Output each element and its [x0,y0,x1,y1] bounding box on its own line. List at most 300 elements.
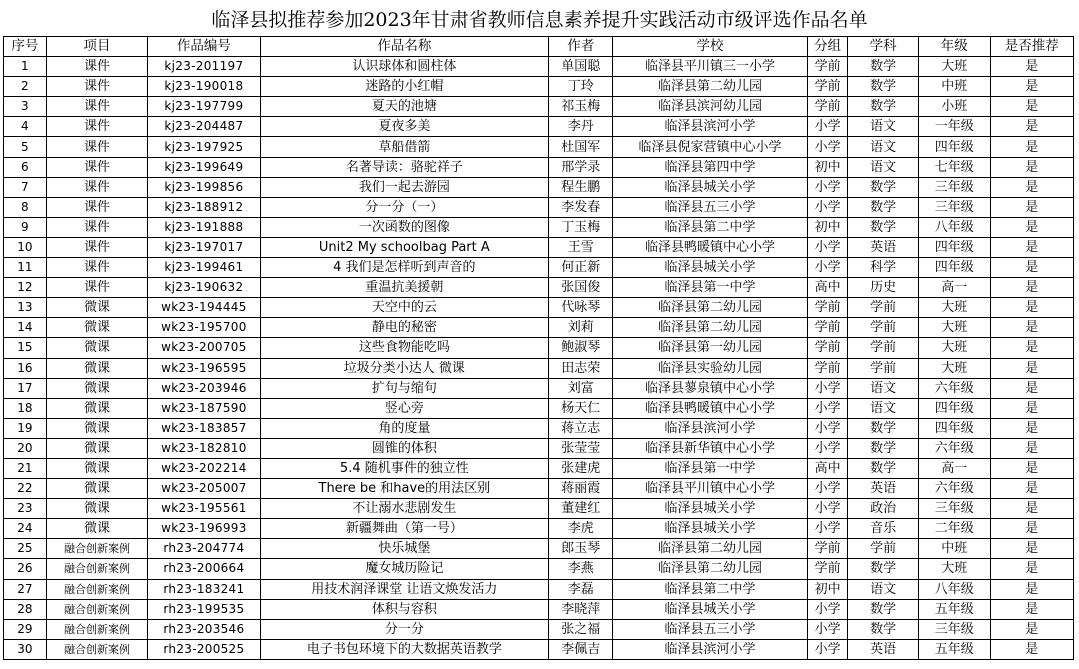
cell-subject: 学前 [848,539,919,559]
cell-grade: 四年级 [918,237,990,257]
cell-author: 杨天仁 [549,398,613,418]
cell-grade: 八年级 [918,217,990,237]
cell-author: 鲍淑琴 [549,338,613,358]
cell-category: 微课 [46,398,148,418]
cell-grade: 小班 [918,97,990,117]
cell-category: 微课 [46,338,148,358]
header-subject: 学科 [848,37,919,57]
cell-index: 9 [4,217,47,237]
cell-subject: 历史 [848,278,919,298]
cell-work-title: 角的度量 [260,418,549,438]
cell-work-title: 分一分（一） [260,197,549,217]
cell-school: 临泽县五三小学 [613,197,808,217]
cell-group: 小学 [807,639,848,659]
cell-work-code: kj23-199461 [148,258,260,278]
cell-work-code: kj23-197017 [148,237,260,257]
cell-index: 18 [4,398,47,418]
cell-category: 微课 [46,358,148,378]
cell-index: 14 [4,318,47,338]
cell-school: 临泽县新华镇中心小学 [613,438,808,458]
cell-work-title: 不让溺水悲剧发生 [260,499,549,519]
cell-work-title: 魔女城历险记 [260,559,549,579]
cell-school: 临泽县第二中学 [613,217,808,237]
cell-recommended: 是 [990,539,1073,559]
cell-work-title: 4 我们是怎样听到声音的 [260,258,549,278]
cell-grade: 高一 [918,278,990,298]
cell-group: 小学 [807,519,848,539]
cell-group: 小学 [807,117,848,137]
table-row [4,579,1074,599]
cell-school: 临泽县五三小学 [613,619,808,639]
table-row [4,539,1074,559]
cell-grade: 七年级 [918,157,990,177]
cell-grade: 二年级 [918,519,990,539]
cell-group: 初中 [807,217,848,237]
cell-school: 临泽县第二幼儿园 [613,77,808,97]
cell-work-code: rh23-183241 [148,579,260,599]
cell-category: 微课 [46,519,148,539]
cell-index: 28 [4,599,47,619]
cell-subject: 语文 [848,378,919,398]
cell-school: 临泽县第二幼儿园 [613,539,808,559]
cell-school: 临泽县平川镇中心小学 [613,479,808,499]
cell-recommended: 是 [990,197,1073,217]
cell-index: 24 [4,519,47,539]
cell-author: 程生鹏 [549,177,613,197]
table-row [4,137,1074,157]
cell-group: 小学 [807,258,848,278]
cell-grade: 四年级 [918,398,990,418]
cell-school: 临泽县城关小学 [613,599,808,619]
header-recommended: 是否推荐 [990,37,1073,57]
table-row [4,499,1074,519]
cell-work-title: 草船借箭 [260,137,549,157]
cell-recommended: 是 [990,438,1073,458]
table-row [4,177,1074,197]
cell-group: 小学 [807,237,848,257]
cell-index: 17 [4,378,47,398]
cell-school: 临泽县滨河小学 [613,418,808,438]
cell-work-title: 电子书包环境下的大数据英语教学 [260,639,549,659]
cell-grade: 四年级 [918,137,990,157]
cell-recommended: 是 [990,358,1073,378]
cell-author: 张建虎 [549,458,613,478]
cell-work-code: kj23-197799 [148,97,260,117]
cell-subject: 语文 [848,137,919,157]
cell-group: 高中 [807,278,848,298]
cell-work-title: Unit2 My schoolbag Part A [260,237,549,257]
cell-work-code: kj23-190018 [148,77,260,97]
cell-category: 微课 [46,418,148,438]
table-row [4,479,1074,499]
cell-work-title: 用技术润泽课堂 让语文焕发活力 [260,579,549,599]
cell-work-title: 夏天的池塘 [260,97,549,117]
cell-index: 7 [4,177,47,197]
cell-work-code: wk23-195700 [148,318,260,338]
cell-index: 23 [4,499,47,519]
cell-work-title: There be 和have的用法区别 [260,479,549,499]
cell-index: 5 [4,137,47,157]
table-body [4,57,1074,660]
cell-author: 张之福 [549,619,613,639]
cell-work-title: 迷路的小红帽 [260,77,549,97]
cell-author: 田志荣 [549,358,613,378]
cell-group: 初中 [807,579,848,599]
cell-group: 小学 [807,619,848,639]
cell-school: 临泽县第一幼儿园 [613,338,808,358]
cell-recommended: 是 [990,559,1073,579]
cell-school: 临泽县滨河小学 [613,639,808,659]
cell-work-code: rh23-200664 [148,559,260,579]
cell-subject: 数学 [848,619,919,639]
cell-subject: 数学 [848,418,919,438]
cell-recommended: 是 [990,579,1073,599]
cell-recommended: 是 [990,57,1073,77]
table-row [4,398,1074,418]
cell-subject: 学前 [848,298,919,318]
cell-work-code: kj23-204487 [148,117,260,137]
cell-group: 小学 [807,499,848,519]
cell-subject: 数学 [848,57,919,77]
cell-group: 学前 [807,77,848,97]
cell-grade: 大班 [918,338,990,358]
cell-author: 代咏琴 [549,298,613,318]
table-row [4,258,1074,278]
cell-recommended: 是 [990,77,1073,97]
cell-category: 微课 [46,318,148,338]
cell-category: 课件 [46,197,148,217]
recommendation-table [3,36,1074,660]
table-row [4,318,1074,338]
cell-author: 刘莉 [549,318,613,338]
cell-recommended: 是 [990,298,1073,318]
cell-group: 小学 [807,418,848,438]
cell-grade: 大班 [918,318,990,338]
cell-subject: 学前 [848,338,919,358]
cell-index: 21 [4,458,47,478]
cell-index: 22 [4,479,47,499]
cell-school: 临泽县第二幼儿园 [613,318,808,338]
cell-author: 李晓萍 [549,599,613,619]
cell-grade: 中班 [918,77,990,97]
cell-author: 邢学录 [549,157,613,177]
cell-school: 临泽县城关小学 [613,519,808,539]
cell-group: 小学 [807,177,848,197]
cell-category: 课件 [46,117,148,137]
cell-grade: 八年级 [918,579,990,599]
cell-category: 微课 [46,298,148,318]
cell-grade: 六年级 [918,378,990,398]
cell-index: 8 [4,197,47,217]
cell-work-title: 夏夜多美 [260,117,549,137]
cell-category: 融合创新案例 [46,619,148,639]
cell-work-code: rh23-200525 [148,639,260,659]
table-row [4,338,1074,358]
cell-work-title: 认识球体和圆柱体 [260,57,549,77]
cell-work-code: rh23-204774 [148,539,260,559]
header-work-title: 作品名称 [260,37,549,57]
table-row [4,599,1074,619]
cell-index: 2 [4,77,47,97]
cell-author: 张莹莹 [549,438,613,458]
cell-work-code: wk23-183857 [148,418,260,438]
cell-grade: 六年级 [918,479,990,499]
header-school: 学校 [613,37,808,57]
cell-index: 20 [4,438,47,458]
cell-author: 单国聪 [549,57,613,77]
cell-work-code: wk23-195561 [148,499,260,519]
cell-school: 临泽县城关小学 [613,499,808,519]
cell-index: 6 [4,157,47,177]
cell-group: 小学 [807,378,848,398]
cell-author: 丁玉梅 [549,217,613,237]
cell-index: 13 [4,298,47,318]
cell-category: 融合创新案例 [46,639,148,659]
cell-author: 蒋丽霞 [549,479,613,499]
cell-category: 微课 [46,438,148,458]
cell-recommended: 是 [990,338,1073,358]
cell-recommended: 是 [990,519,1073,539]
cell-group: 学前 [807,559,848,579]
cell-grade: 大班 [918,298,990,318]
cell-subject: 数学 [848,458,919,478]
cell-subject: 政治 [848,499,919,519]
cell-category: 课件 [46,137,148,157]
cell-group: 小学 [807,197,848,217]
cell-work-title: 我们一起去游园 [260,177,549,197]
cell-group: 学前 [807,298,848,318]
header-index: 序号 [4,37,47,57]
cell-index: 10 [4,237,47,257]
cell-author: 丁玲 [549,77,613,97]
table-row [4,237,1074,257]
cell-school: 临泽县蓼泉镇中心小学 [613,378,808,398]
cell-grade: 高一 [918,458,990,478]
cell-school: 临泽县第二幼儿园 [613,559,808,579]
cell-author: 李发春 [549,197,613,217]
cell-author: 李虎 [549,519,613,539]
cell-recommended: 是 [990,499,1073,519]
cell-author: 杜国军 [549,137,613,157]
cell-category: 课件 [46,177,148,197]
cell-grade: 五年级 [918,599,990,619]
cell-work-title: 静电的秘密 [260,318,549,338]
cell-work-code: wk23-205007 [148,479,260,499]
table-row [4,438,1074,458]
cell-author: 李佩吉 [549,639,613,659]
header-work-code: 作品编号 [148,37,260,57]
header-category: 项目 [46,37,148,57]
cell-category: 课件 [46,237,148,257]
cell-work-title: 新疆舞曲（第一号） [260,519,549,539]
cell-author: 董建红 [549,499,613,519]
cell-recommended: 是 [990,479,1073,499]
cell-work-code: wk23-187590 [148,398,260,418]
cell-work-title: 垃圾分类小达人 微课 [260,358,549,378]
cell-school: 临泽县第二中学 [613,579,808,599]
cell-index: 19 [4,418,47,438]
table-row [4,619,1074,639]
table-row [4,278,1074,298]
cell-subject: 语文 [848,157,919,177]
cell-index: 26 [4,559,47,579]
cell-work-title: 一次函数的图像 [260,217,549,237]
table-row [4,458,1074,478]
cell-work-code: kj23-190632 [148,278,260,298]
cell-work-title: 分一分 [260,619,549,639]
cell-author: 刘富 [549,378,613,398]
cell-group: 学前 [807,97,848,117]
cell-group: 小学 [807,438,848,458]
cell-category: 微课 [46,499,148,519]
cell-recommended: 是 [990,378,1073,398]
cell-work-title: 这些食物能吃吗 [260,338,549,358]
cell-category: 课件 [46,77,148,97]
cell-work-title: 5.4 随机事件的独立性 [260,458,549,478]
cell-category: 融合创新案例 [46,559,148,579]
cell-work-title: 扩句与缩句 [260,378,549,398]
cell-school: 临泽县鸭暖镇中心小学 [613,237,808,257]
cell-category: 课件 [46,278,148,298]
cell-grade: 五年级 [918,639,990,659]
table-row [4,519,1074,539]
cell-grade: 三年级 [918,499,990,519]
cell-work-title: 竖心旁 [260,398,549,418]
table-row [4,97,1074,117]
cell-work-title: 圆锥的体积 [260,438,549,458]
cell-school: 临泽县鸭暖镇中心小学 [613,398,808,418]
cell-author: 何正新 [549,258,613,278]
cell-index: 12 [4,278,47,298]
header-author: 作者 [549,37,613,57]
cell-index: 29 [4,619,47,639]
cell-grade: 三年级 [918,197,990,217]
cell-work-code: wk23-182810 [148,438,260,458]
cell-school: 临泽县第二幼儿园 [613,298,808,318]
cell-school: 临泽县倪家营镇中心小学 [613,137,808,157]
cell-category: 微课 [46,479,148,499]
cell-group: 学前 [807,57,848,77]
cell-group: 初中 [807,157,848,177]
cell-work-title: 体积与容积 [260,599,549,619]
cell-subject: 语文 [848,579,919,599]
cell-index: 3 [4,97,47,117]
cell-subject: 数学 [848,559,919,579]
cell-recommended: 是 [990,237,1073,257]
cell-group: 小学 [807,398,848,418]
cell-subject: 英语 [848,639,919,659]
cell-recommended: 是 [990,619,1073,639]
cell-work-title: 名著导读：骆驼祥子 [260,157,549,177]
document-title: 临泽县拟推荐参加2023年甘肃省教师信息素养提升实践活动市级评选作品名单 [211,9,868,31]
cell-category: 融合创新案例 [46,579,148,599]
cell-author: 李燕 [549,559,613,579]
cell-work-code: wk23-200705 [148,338,260,358]
cell-subject: 英语 [848,479,919,499]
table-row [4,157,1074,177]
table-row [4,117,1074,137]
cell-index: 11 [4,258,47,278]
cell-grade: 三年级 [918,619,990,639]
cell-recommended: 是 [990,117,1073,137]
cell-author: 李磊 [549,579,613,599]
cell-group: 小学 [807,599,848,619]
table-row [4,77,1074,97]
cell-work-code: rh23-203546 [148,619,260,639]
cell-work-code: wk23-194445 [148,298,260,318]
cell-recommended: 是 [990,398,1073,418]
cell-grade: 四年级 [918,418,990,438]
cell-grade: 四年级 [918,258,990,278]
cell-work-code: wk23-196993 [148,519,260,539]
cell-work-code: kj23-197925 [148,137,260,157]
cell-group: 高中 [807,458,848,478]
cell-author: 李丹 [549,117,613,137]
cell-work-code: wk23-203946 [148,378,260,398]
cell-recommended: 是 [990,599,1073,619]
cell-school: 临泽县城关小学 [613,177,808,197]
cell-group: 学前 [807,539,848,559]
cell-school: 临泽县城关小学 [613,258,808,278]
cell-subject: 音乐 [848,519,919,539]
table-row [4,358,1074,378]
cell-work-code: rh23-199535 [148,599,260,619]
table-row [4,57,1074,77]
cell-recommended: 是 [990,137,1073,157]
table-row [4,639,1074,659]
cell-school: 临泽县平川镇三一小学 [613,57,808,77]
cell-category: 微课 [46,378,148,398]
cell-recommended: 是 [990,177,1073,197]
cell-recommended: 是 [990,157,1073,177]
cell-subject: 学前 [848,358,919,378]
cell-subject: 语文 [848,117,919,137]
cell-grade: 大班 [918,358,990,378]
cell-recommended: 是 [990,217,1073,237]
cell-category: 融合创新案例 [46,599,148,619]
cell-school: 临泽县第一中学 [613,458,808,478]
cell-index: 15 [4,338,47,358]
cell-category: 融合创新案例 [46,539,148,559]
cell-author: 祁玉梅 [549,97,613,117]
cell-subject: 数学 [848,217,919,237]
cell-school: 临泽县第一中学 [613,278,808,298]
cell-recommended: 是 [990,258,1073,278]
cell-category: 课件 [46,258,148,278]
cell-group: 小学 [807,479,848,499]
cell-work-title: 快乐城堡 [260,539,549,559]
cell-group: 小学 [807,137,848,157]
cell-school: 临泽县滨河小学 [613,117,808,137]
cell-grade: 中班 [918,539,990,559]
cell-subject: 英语 [848,237,919,257]
cell-subject: 数学 [848,599,919,619]
cell-grade: 六年级 [918,438,990,458]
cell-work-code: kj23-191888 [148,217,260,237]
cell-author: 张国俊 [549,278,613,298]
cell-subject: 数学 [848,97,919,117]
cell-school: 临泽县滨河幼儿园 [613,97,808,117]
cell-grade: 一年级 [918,117,990,137]
cell-group: 学前 [807,358,848,378]
table-row [4,559,1074,579]
cell-group: 学前 [807,338,848,358]
cell-index: 1 [4,57,47,77]
cell-grade: 大班 [918,559,990,579]
cell-category: 课件 [46,97,148,117]
cell-work-code: kj23-188912 [148,197,260,217]
table-row [4,378,1074,398]
